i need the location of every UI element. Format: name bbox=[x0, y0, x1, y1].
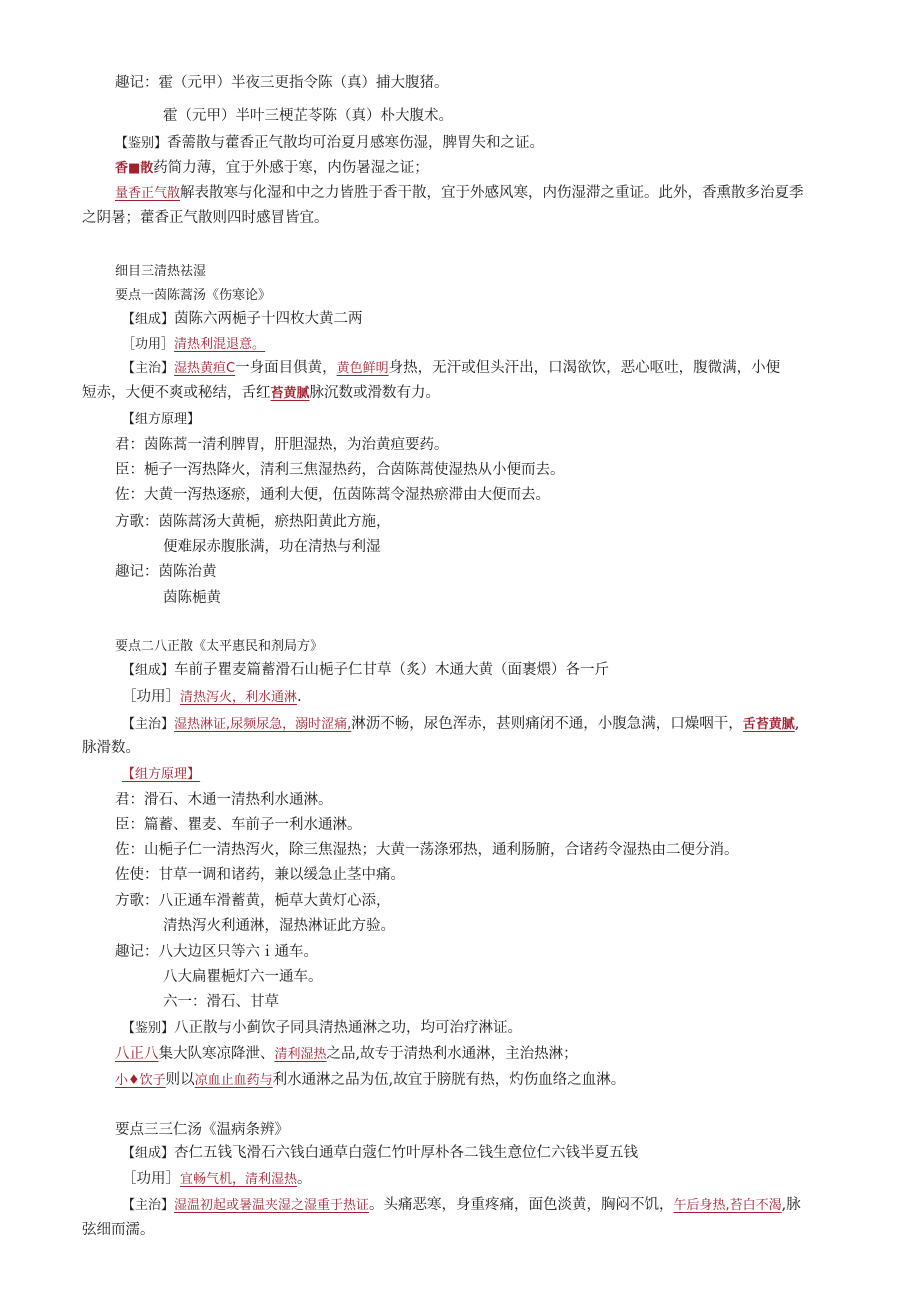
song-line-4: 清热泻火利通淋，湿热淋证此方验。 bbox=[163, 918, 395, 934]
huoxiang-text: 解表散寒与化湿和中之力皆胜于香干散，宜于外感风寒，内伤湿滞之重证。此外，香熏散多治夏季 bbox=[180, 185, 804, 201]
compare-label: 【鉴别】 bbox=[115, 136, 168, 151]
indication-red-5: 舌苔黄腻 bbox=[742, 717, 795, 732]
function-line-2 bbox=[122, 687, 302, 708]
indication-line-4: 脉滑数。 bbox=[82, 740, 140, 756]
indication-red-7: 午后身热,苔白不渴 bbox=[673, 1198, 782, 1213]
mnemonic-text: 霍（元甲）半夜三更指令陈（真）捕大腹猪。 bbox=[158, 75, 449, 91]
jun-line-2: 君：滑石、木通一清热利水通淋。 bbox=[115, 792, 333, 808]
chen-line-2: 臣：篇蓄、瞿麦、车前子一利水通淋。 bbox=[115, 817, 362, 833]
mnemonic-line-6: 八大扁瞿梔灯六一通车。 bbox=[163, 969, 323, 985]
indication-red-1: 湿热黄疸C bbox=[174, 361, 236, 376]
composition-line-2 bbox=[122, 660, 609, 681]
compare-text: 香薷散与藿香正气散均可治夏月感寒伤湿，脾胃失和之证。 bbox=[167, 135, 545, 151]
indication-label: 【主治】 bbox=[122, 361, 175, 376]
point-1-title: 要点一茵陈蒿汤《伤寒论》 bbox=[115, 288, 272, 303]
song-text: 茵陈蒿汤大黄梔，瘀热阳黄此方施， bbox=[158, 514, 391, 530]
indication-line-3 bbox=[122, 714, 799, 735]
indication-line-2 bbox=[82, 383, 440, 404]
bazheng-line bbox=[115, 1044, 578, 1065]
indication-text-2: 身热，无汗或但头汗出，口渴欲饮，恶心呕吐，腹微满，小便 bbox=[388, 360, 781, 376]
song-line-2: 便难尿赤腹胀满，功在清热与利湿 bbox=[163, 539, 381, 555]
composition-label-2: 【组成】 bbox=[122, 663, 175, 678]
chen-line: 臣：梔子一泻热降火，清利三焦湿热药，合茵陈蒿使湿热从小便而去。 bbox=[115, 462, 565, 478]
indication-line bbox=[122, 358, 780, 379]
mnemonic-line-7: 六一：滑石、甘草 bbox=[163, 994, 279, 1010]
mnemonic-line-5 bbox=[115, 942, 318, 962]
function-end-2: . bbox=[297, 689, 302, 705]
zuo-line-2: 佐：山梔子仁一清热泻火，除三焦湿热；大黄一荡涤邪热，通利肠腑，合诸药令湿热由二便分消。 bbox=[115, 842, 739, 858]
mnemonic-label-3: 趣记： bbox=[115, 944, 159, 960]
function-line bbox=[122, 334, 265, 355]
song-label-2: 方歌： bbox=[115, 893, 159, 909]
compare-line bbox=[115, 133, 544, 154]
mnemonic-text-2: 茵陈治黄 bbox=[158, 564, 217, 580]
function-text-3: 宜畅气机，清利湿热 bbox=[180, 1172, 298, 1187]
song-line-3 bbox=[115, 891, 391, 911]
compare-text-2: 八正散与小蓟饮子同具清热通淋之功，均可治疗淋证。 bbox=[174, 1020, 523, 1036]
mnemonic-line-1 bbox=[115, 73, 449, 93]
indication-red-3: 苔黄腻 bbox=[270, 386, 310, 401]
function-label-2: ［功用］ bbox=[122, 689, 180, 705]
zuoshi-line: 佐使：甘草一调和诸药，兼以缓急止茎中痛。 bbox=[115, 867, 405, 883]
subheading: 细目三清热祛湿 bbox=[115, 264, 207, 279]
point-3-title: 要点三三仁汤《温病条辨》 bbox=[115, 1122, 289, 1138]
compare-label-2: 【鉴别】 bbox=[122, 1021, 175, 1036]
mnemonic-label-2: 趣记： bbox=[115, 564, 159, 580]
huoxiang-line bbox=[115, 183, 804, 204]
indication-text-5: 淋沥不畅，尿色浑赤，甚则痛闭不通，小腹急满，口燥咽干， bbox=[351, 716, 743, 732]
indication-text-1: 一身面目俱黄， bbox=[235, 360, 337, 376]
composition-text: 茵陈六两梔子十四枚大黄二两 bbox=[174, 311, 363, 327]
xiangru-name: 香■散 bbox=[115, 161, 154, 176]
indication-label-2: 【主治】 bbox=[122, 717, 175, 732]
composition-label: 【组成】 bbox=[122, 312, 175, 327]
function-end-3: 。 bbox=[297, 1171, 312, 1187]
xiaoji-name: 小♦饮子 bbox=[115, 1073, 166, 1088]
mnemonic-label: 趣记： bbox=[115, 75, 159, 91]
indication-text-4: 脉沉数或滑数有力。 bbox=[309, 385, 441, 401]
compare-line-2 bbox=[122, 1018, 522, 1039]
xiaoji-text-2: 利水通淋之品为伍,故宜于膀胱有热，灼伤血络之血淋。 bbox=[272, 1072, 626, 1088]
function-line-3 bbox=[122, 1169, 312, 1190]
song-line-1 bbox=[115, 512, 391, 532]
indication-red-2: 黄色鲜明 bbox=[336, 361, 389, 376]
mnemonic-line-2: 霍（元甲）半叶三梗芷苓陈（真）朴大腹术。 bbox=[163, 108, 453, 124]
bazheng-text-1: 集大队寒凉降泄、 bbox=[158, 1046, 275, 1062]
xiaoji-text-1: 则以 bbox=[165, 1072, 195, 1088]
indication-text-6: 。头痛恶寒，身重疼痛，面色淡黄，胸闷不饥， bbox=[369, 1197, 674, 1213]
indication-text-5-end: , bbox=[794, 716, 800, 732]
function-label-3: ［功用］ bbox=[122, 1171, 180, 1187]
huoxiang-name: 量香正气散 bbox=[115, 186, 181, 201]
point-2-title: 要点二八正散《太平惠民和剂局方》 bbox=[115, 639, 324, 654]
mnemonic-line-3 bbox=[115, 562, 217, 582]
composition-line-3 bbox=[122, 1143, 638, 1164]
xiangru-line bbox=[115, 158, 429, 179]
xiaoji-red: 凉血止血药与 bbox=[194, 1073, 273, 1088]
xiangru-text: 药简力薄，宜于外感于寒，内伤暑湿之证； bbox=[153, 160, 429, 176]
indication-red-4: 湿热淋证,尿频尿急，溺时涩痛, bbox=[174, 717, 352, 732]
composition-text-2: 车前子瞿麦篇蓄滑石山梔子仁甘草（炙）木通大黄（面裹煨）各一斤 bbox=[174, 662, 610, 678]
jun-line: 君：茵陈蒿一清利脾胃，肝胆湿热，为治黄疸要药。 bbox=[115, 437, 449, 453]
zuo-line: 佐：大黄一泻热逐瘀，通利大便，伍茵陈蒿令湿热瘀滞由大便而去。 bbox=[115, 487, 550, 503]
mnemonic-line-4: 茵陈梔黄 bbox=[163, 590, 221, 606]
indication-line-5 bbox=[122, 1195, 801, 1216]
mnemonic-text-3: 八大边区只等六ｉ通车。 bbox=[158, 944, 318, 960]
composition-text-3: 杏仁五钱飞滑石六钱白通草白蔻仁竹叶厚朴各二钱生意位仁六钱半夏五钱 bbox=[174, 1145, 639, 1161]
xiaoji-line bbox=[115, 1070, 625, 1091]
bazheng-text-2: 之品,故专于清热利水通淋，主治热淋； bbox=[326, 1046, 578, 1062]
indication-red-6: 湿温初起或暑温夹湿之湿重于热证 bbox=[174, 1198, 370, 1213]
composition-label-3: 【组成】 bbox=[122, 1146, 175, 1161]
principle-label: 【组方原理】 bbox=[122, 412, 201, 427]
bazheng-name: 八正八 bbox=[115, 1046, 159, 1062]
indication-text-3: 短赤，大便不爽或秘结，舌红 bbox=[82, 385, 271, 401]
song-text-2: 八正通车滑蓄黄，梔草大黄灯心添， bbox=[158, 893, 391, 909]
function-text: 清热利混退意。 bbox=[174, 337, 266, 352]
indication-label-3: 【主治】 bbox=[122, 1198, 175, 1213]
function-label: ［功用］ bbox=[122, 337, 175, 352]
bazheng-red: 清利湿热 bbox=[274, 1047, 327, 1062]
indication-line-6: 弦细而濡。 bbox=[82, 1222, 155, 1238]
principle-label-2: 【组方原理】 bbox=[122, 767, 201, 782]
function-text-2: 清热泻火，利水通淋 bbox=[180, 690, 298, 705]
indication-text-6-end: ,脉 bbox=[781, 1197, 801, 1213]
composition-line bbox=[122, 309, 363, 330]
song-label: 方歌： bbox=[115, 514, 159, 530]
huoxiang-line-2: 之阴暑；藿香正气散则四时感冒皆宜。 bbox=[82, 210, 329, 226]
